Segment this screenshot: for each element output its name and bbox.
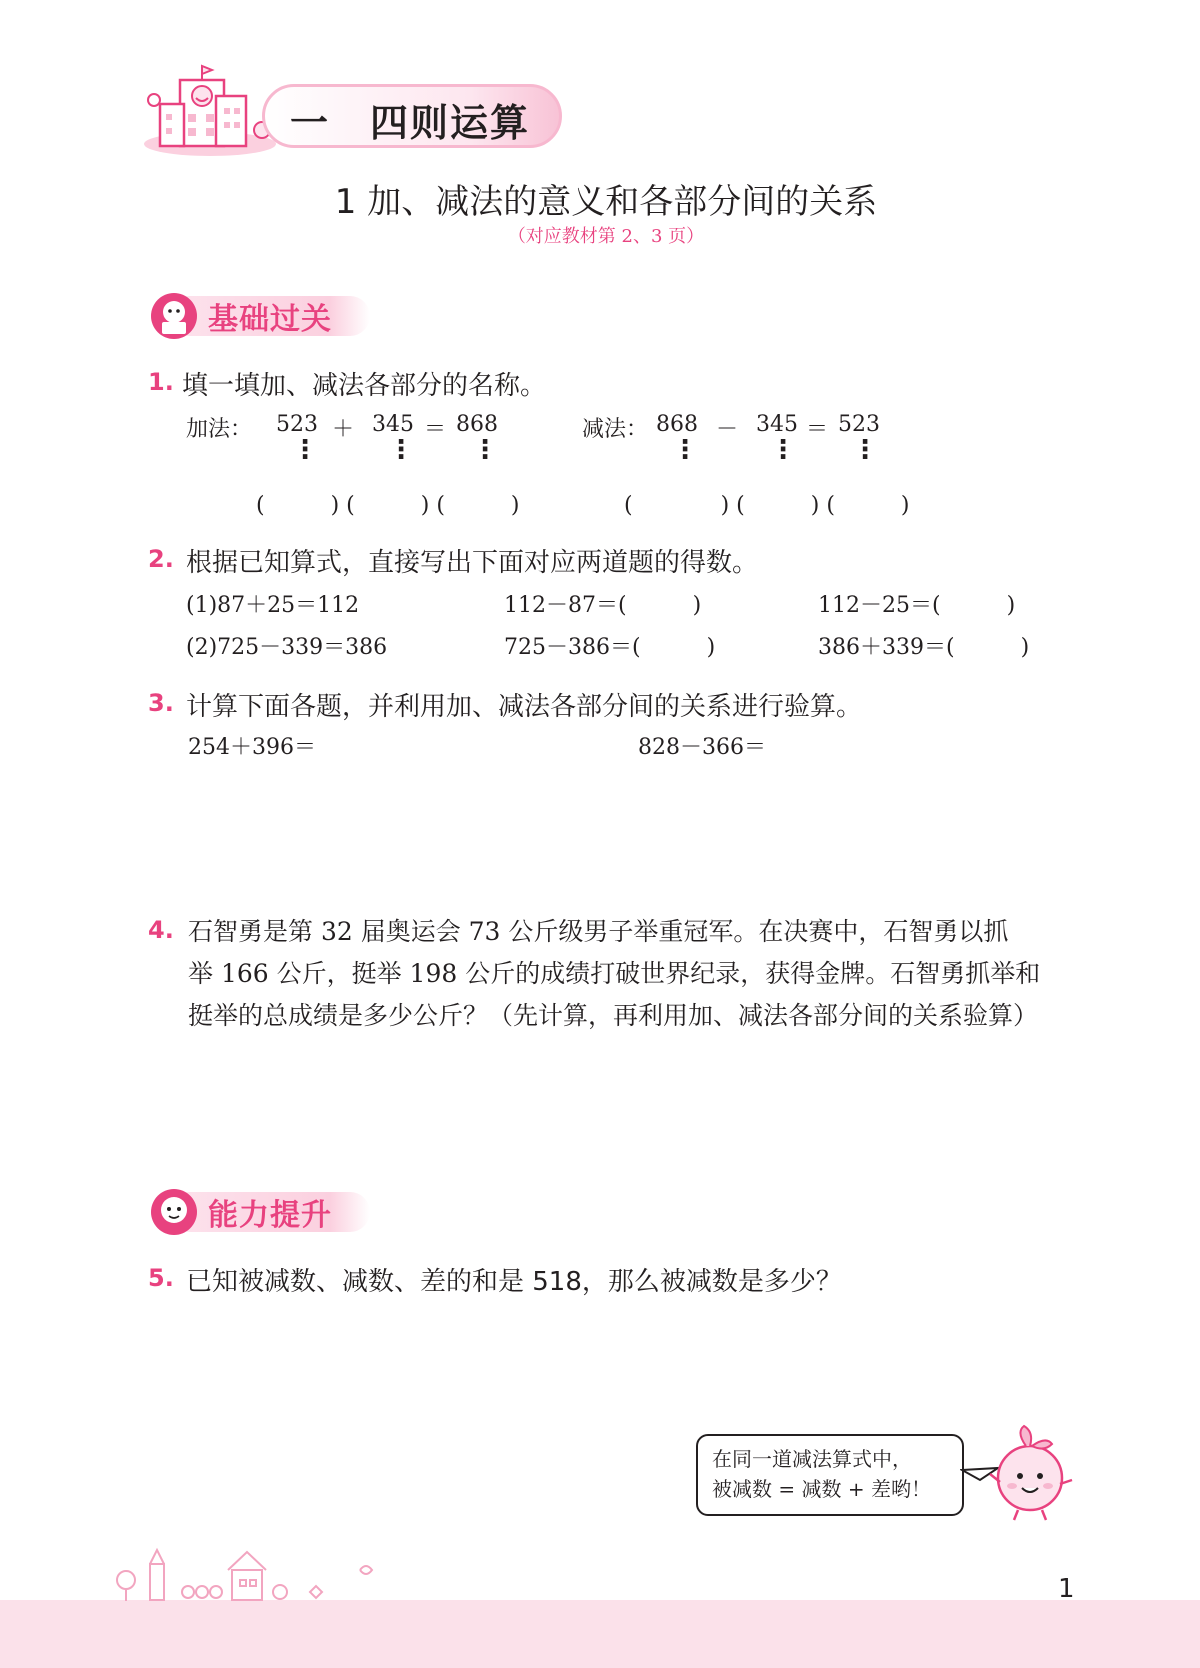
plus-sign: ＋ xyxy=(332,417,355,442)
lesson-title: 1 加、减法的意义和各部分间的关系 xyxy=(334,182,878,222)
character-reading-icon xyxy=(148,290,200,342)
addition-label: 加法： xyxy=(186,417,253,442)
question-4-line: 挺举的总成绩是多少公斤？（先计算，再利用加、减法各部分间的关系验算） xyxy=(188,1001,1039,1030)
known-equation-1: (1)87＋25＝112 xyxy=(186,593,360,618)
tip-line: 被减数 = 减数 + 差哟！ xyxy=(712,1477,931,1501)
equals-sign: ＝ xyxy=(806,417,829,442)
answer-line[interactable]: 725－386＝( ) xyxy=(504,635,716,660)
section-basic-title: 基础过关 xyxy=(208,302,332,337)
question-1-number: 1. xyxy=(148,368,174,396)
question-3-number: 3. xyxy=(148,689,174,717)
page-number: 1 xyxy=(1058,1574,1075,1604)
tip-bubble xyxy=(696,1434,964,1516)
answer-line[interactable]: 112－25＝( ) xyxy=(818,593,1016,618)
question-1-text: 填一填加、减法各部分的名称。 xyxy=(182,371,547,401)
lesson-reference: （对应教材第 2、3 页） xyxy=(507,226,705,247)
tip-line: 在同一道减法算式中， xyxy=(712,1447,912,1471)
subtrahend: 345 xyxy=(756,412,798,437)
dotted-connector: ⋮ xyxy=(852,435,878,465)
question-4-line: 举 166 公斤，挺举 198 公斤的成绩打破世界纪录，获得金牌。石智勇抓举和 xyxy=(188,959,1041,988)
minuend: 868 xyxy=(656,412,698,437)
question-3-text: 计算下面各题，并利用加、减法各部分间的关系进行验算。 xyxy=(186,692,863,722)
known-equation-2: (2)725－339＝386 xyxy=(186,635,388,660)
dotted-connector: ⋮ xyxy=(472,435,498,465)
question-2-text: 根据已知算式，直接写出下面对应两道题的得数。 xyxy=(186,548,759,578)
answer-blanks-subtraction[interactable]: ( ) ( ) ( ) xyxy=(624,493,910,518)
equals-sign: ＝ xyxy=(424,417,447,442)
answer-blanks-addition[interactable]: ( ) ( ) ( ) xyxy=(256,493,520,518)
dotted-connector: ⋮ xyxy=(292,435,318,465)
footer-band xyxy=(0,1600,1200,1668)
addend-2: 345 xyxy=(372,412,414,437)
subtraction-label: 减法： xyxy=(582,417,649,442)
dotted-connector: ⋮ xyxy=(672,435,698,465)
question-4-number: 4. xyxy=(148,916,174,944)
building-illustration xyxy=(140,60,280,160)
chapter-title: 一 四则运算 xyxy=(290,101,531,145)
question-5-text: 已知被减数、减数、差的和是 518，那么被减数是多少？ xyxy=(186,1267,842,1297)
answer-line[interactable]: 112－87＝( ) xyxy=(504,593,702,618)
sum: 868 xyxy=(456,412,498,437)
dotted-connector: ⋮ xyxy=(388,435,414,465)
difference: 523 xyxy=(838,412,880,437)
section-advanced-title: 能力提升 xyxy=(208,1198,332,1233)
character-thinking-icon xyxy=(148,1186,200,1238)
peach-mascot-icon xyxy=(960,1424,1088,1524)
question-4-line: 石智勇是第 32 届奥运会 73 公斤级男子举重冠军。在决赛中，石智勇以抓 xyxy=(188,917,1009,946)
calc-expression-2[interactable]: 828－366＝ xyxy=(638,735,766,760)
dotted-connector: ⋮ xyxy=(770,435,796,465)
answer-line[interactable]: 386＋339＝( ) xyxy=(818,635,1030,660)
town-doodle-icon xyxy=(110,1540,390,1604)
question-5-number: 5. xyxy=(148,1264,174,1292)
minus-sign: － xyxy=(716,417,739,442)
question-2-number: 2. xyxy=(148,545,174,573)
calc-expression-1[interactable]: 254＋396＝ xyxy=(188,735,316,760)
addend-1: 523 xyxy=(276,412,318,437)
